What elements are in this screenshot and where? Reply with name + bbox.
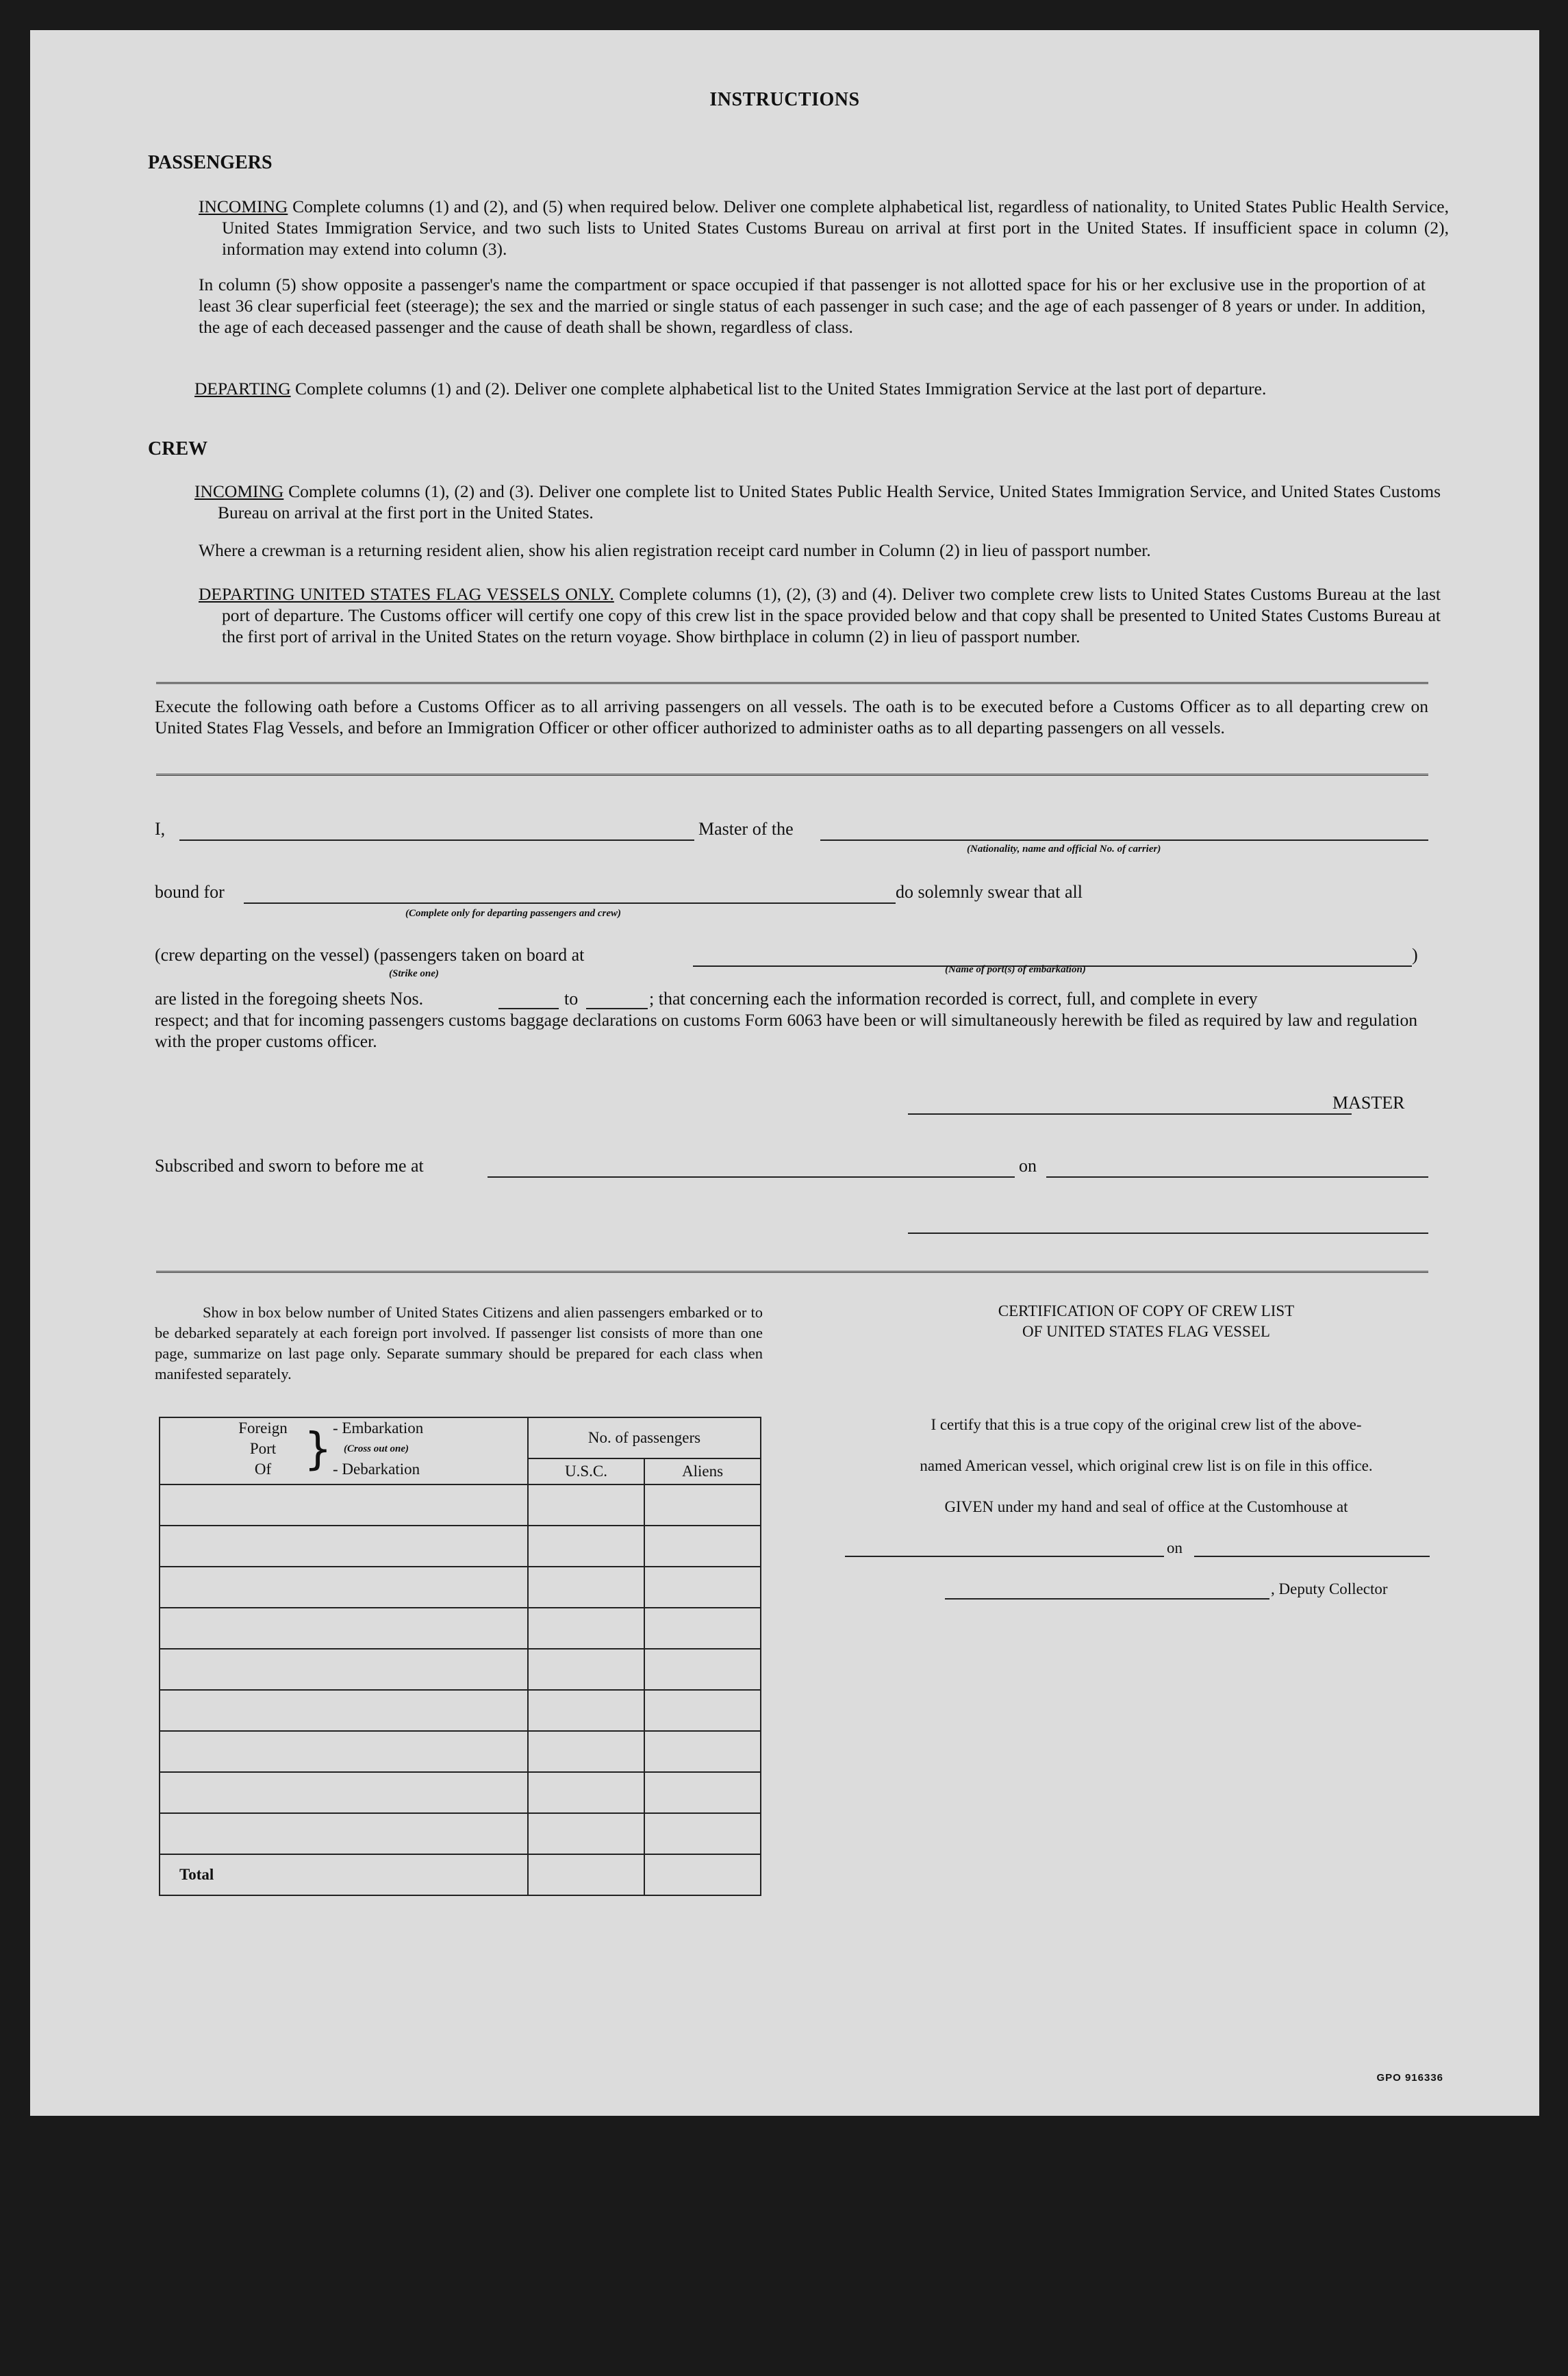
aliens-total-cell[interactable] bbox=[644, 1854, 761, 1895]
officer-signature-field[interactable] bbox=[908, 1233, 1428, 1234]
form-page bbox=[30, 30, 1539, 2116]
master-of-the-label: Master of the bbox=[698, 819, 794, 839]
brace-icon: } bbox=[304, 1424, 332, 1475]
divider-rule bbox=[156, 1271, 1428, 1273]
crew-heading: CREW bbox=[148, 438, 208, 459]
listed-to-label: to bbox=[564, 989, 579, 1009]
deputy-signature-field[interactable] bbox=[945, 1598, 1269, 1600]
table-row bbox=[160, 1690, 761, 1731]
crew-departing-text: Complete columns (1), (2), (3) and (4). Deliver two complete crew lists to United States Customs Bureau at the last port of departure. The Customs officer will certify one copy of this crew list in the space provided below and that copy shall be presented to United States Customs Bureau at the first port of arrival in the United States on the return voyage. Show birthplace in column (2) in lieu of passport number. bbox=[222, 584, 1441, 646]
cross-out-note: (Cross out one) bbox=[344, 1443, 409, 1454]
bound-for-note: (Complete only for departing passengers and crew) bbox=[405, 908, 621, 919]
subscribed-label: Subscribed and sworn to before me at bbox=[155, 1156, 424, 1176]
gpo-footer: GPO 916336 bbox=[1376, 2072, 1443, 2084]
customhouse-field[interactable] bbox=[845, 1556, 1164, 1557]
crew-departing-label: (crew departing on the vessel) (passengers taken on board at bbox=[155, 945, 585, 965]
strike-one-note: (Strike one) bbox=[389, 968, 439, 979]
crew-resident-paragraph: Where a crewman is a returning resident alien, show his alien registration receipt card number in Column (2) in lieu of passport number. bbox=[199, 540, 1151, 560]
subscribed-on-label: on bbox=[1019, 1156, 1037, 1176]
listed-rest-label: ; that concerning each the information recorded is correct, full, and complete in every bbox=[649, 989, 1258, 1009]
usc-cell[interactable] bbox=[528, 1608, 644, 1649]
aliens-cell[interactable] bbox=[644, 1649, 761, 1690]
no-passengers-header: No. of passengers bbox=[528, 1417, 761, 1458]
table-row bbox=[160, 1526, 761, 1567]
divider-rule bbox=[156, 682, 1428, 684]
certification-date-field[interactable] bbox=[1194, 1556, 1430, 1557]
usc-cell[interactable] bbox=[528, 1649, 644, 1690]
usc-total-cell[interactable] bbox=[528, 1854, 644, 1895]
port-cell[interactable] bbox=[160, 1690, 528, 1731]
master-name-field[interactable] bbox=[179, 839, 694, 841]
certification-line-1: I certify that this is a true copy of the original crew list of the above- bbox=[931, 1416, 1362, 1433]
crew-incoming-paragraph bbox=[194, 481, 1441, 523]
close-paren: ) bbox=[1412, 945, 1418, 965]
table-row bbox=[160, 1567, 761, 1608]
listed-label: are listed in the foregoing sheets Nos. bbox=[155, 989, 424, 1009]
port-cell[interactable] bbox=[160, 1813, 528, 1854]
usc-cell[interactable] bbox=[528, 1731, 644, 1772]
crew-departing-label: DEPARTING UNITED STATES FLAG VESSELS ONLY. bbox=[199, 584, 614, 604]
carrier-note: (Nationality, name and official No. of carrier) bbox=[967, 844, 1161, 855]
passengers-column5-paragraph: In column (5) show opposite a passenger's name the compartment or space occupied if that passenger is not allotted space for his or her exclusive use in the proportion of at least 36 clear superficial feet (steerage); the sex and the married or single status of each passenger in such case; and the age of each passenger of 8 years or under. In addition, the age of each deceased passenger and the cause of death shall be shown, regardless of class. bbox=[199, 275, 1426, 337]
table-row bbox=[160, 1731, 761, 1772]
subscribed-place-field[interactable] bbox=[488, 1176, 1015, 1178]
usc-cell[interactable] bbox=[528, 1813, 644, 1854]
passengers-incoming-label: INCOMING bbox=[199, 197, 288, 216]
port-cell[interactable] bbox=[160, 1526, 528, 1567]
bound-for-label: bound for bbox=[155, 882, 225, 902]
debarkation-label: - Debarkation bbox=[333, 1461, 420, 1478]
foreign-port-header bbox=[160, 1417, 528, 1484]
certification-heading-2: OF UNITED STATES FLAG VESSEL bbox=[1022, 1323, 1270, 1340]
aliens-cell[interactable] bbox=[644, 1731, 761, 1772]
embarkation-label: - Embarkation bbox=[333, 1419, 424, 1437]
subscribed-date-field[interactable] bbox=[1046, 1176, 1428, 1178]
port-label: Port bbox=[249, 1440, 277, 1457]
passengers-heading: PASSENGERS bbox=[148, 152, 273, 173]
port-cell[interactable] bbox=[160, 1567, 528, 1608]
summary-instructions: Show in box below number of United States Citizens and alien passengers embarked or to be debarked separately at each foreign port involved. If passenger list consists of more than one page, summarize on last page only. Separate summary should be prepared for each class when manifested separately. bbox=[155, 1304, 763, 1382]
certification-line-2: named American vessel, which original crew list is on file in this office. bbox=[920, 1457, 1373, 1474]
aliens-cell[interactable] bbox=[644, 1526, 761, 1567]
passengers-departing-paragraph bbox=[194, 378, 1449, 399]
aliens-cell[interactable] bbox=[644, 1813, 761, 1854]
usc-cell[interactable] bbox=[528, 1484, 644, 1526]
aliens-cell[interactable] bbox=[644, 1772, 761, 1813]
port-cell[interactable] bbox=[160, 1772, 528, 1813]
crew-incoming-text: Complete columns (1), (2) and (3). Deliver one complete list to United States Public Health Service, United States Immigration Service, and United States Customs Bureau on arrival at the first port in the United States. bbox=[218, 481, 1441, 522]
table-row bbox=[160, 1772, 761, 1813]
usc-cell[interactable] bbox=[528, 1526, 644, 1567]
table-row bbox=[160, 1484, 761, 1526]
port-cell[interactable] bbox=[160, 1731, 528, 1772]
divider-rule bbox=[156, 774, 1428, 776]
certification-on-label: on bbox=[1167, 1539, 1183, 1556]
certification-line-3: GIVEN under my hand and seal of office at the Customhouse at bbox=[944, 1498, 1348, 1515]
aliens-header: Aliens bbox=[644, 1458, 761, 1484]
passengers-departing-text: Complete columns (1) and (2). Deliver one complete alphabetical list to the United States Immigration Service at the last port of departure. bbox=[290, 379, 1267, 399]
swear-label: do solemnly swear that all bbox=[896, 882, 1083, 902]
foreign-label: Foreign bbox=[238, 1419, 288, 1437]
port-cell[interactable] bbox=[160, 1608, 528, 1649]
oath-i-label: I, bbox=[155, 819, 166, 839]
total-row bbox=[160, 1854, 761, 1895]
aliens-cell[interactable] bbox=[644, 1608, 761, 1649]
bound-for-field[interactable] bbox=[244, 902, 896, 904]
usc-cell[interactable] bbox=[528, 1567, 644, 1608]
aliens-cell[interactable] bbox=[644, 1567, 761, 1608]
summary-table bbox=[159, 1417, 761, 1896]
master-label: MASTER bbox=[1332, 1093, 1405, 1113]
usc-header: U.S.C. bbox=[528, 1458, 644, 1484]
table-row bbox=[160, 1813, 761, 1854]
port-cell[interactable] bbox=[160, 1484, 528, 1526]
of-label: Of bbox=[254, 1461, 272, 1478]
deputy-collector-label: , Deputy Collector bbox=[1271, 1580, 1388, 1597]
table-row bbox=[160, 1608, 761, 1649]
port-note: (Name of port(s) of embarkation) bbox=[945, 964, 1086, 975]
total-label: Total bbox=[160, 1854, 528, 1895]
page-title: INSTRUCTIONS bbox=[709, 89, 860, 110]
table-row bbox=[160, 1649, 761, 1690]
passengers-departing-label: DEPARTING bbox=[194, 379, 291, 399]
carrier-field[interactable] bbox=[820, 839, 1428, 841]
crew-departing-paragraph bbox=[199, 583, 1441, 647]
crew-incoming-label: INCOMING bbox=[194, 481, 284, 501]
master-signature-field[interactable] bbox=[908, 1113, 1352, 1115]
aliens-cell[interactable] bbox=[644, 1690, 761, 1731]
oath-intro-paragraph: Execute the following oath before a Customs Officer as to all arriving passengers on all vessels. The oath is to be executed before a Customs Officer as to all departing crew on United States Flag Vessels, and before an Immigration Officer or other officer authorized to administer oaths as to all departing passengers on all vessels. bbox=[155, 696, 1428, 737]
usc-cell[interactable] bbox=[528, 1690, 644, 1731]
certification-heading-1: CERTIFICATION OF COPY OF CREW LIST bbox=[998, 1302, 1295, 1319]
aliens-cell[interactable] bbox=[644, 1484, 761, 1526]
listed-continuation: respect; and that for incoming passengers customs baggage declarations on customs Form 6063 have been or will simultaneously herewith be filed as required by law and regulation with the proper customs officer. bbox=[155, 1010, 1418, 1051]
passengers-incoming-text: Complete columns (1) and (2), and (5) when required below. Deliver one complete alphabetical list, regardless of nationality, to United States Public Health Service, United States Immigration Service, and two such lists to United States Customs Bureau on arrival at first port in the United States. If insufficient space in column (2), information may extend into column (3). bbox=[222, 197, 1449, 259]
port-cell[interactable] bbox=[160, 1649, 528, 1690]
usc-cell[interactable] bbox=[528, 1772, 644, 1813]
passengers-incoming-paragraph bbox=[199, 196, 1449, 260]
